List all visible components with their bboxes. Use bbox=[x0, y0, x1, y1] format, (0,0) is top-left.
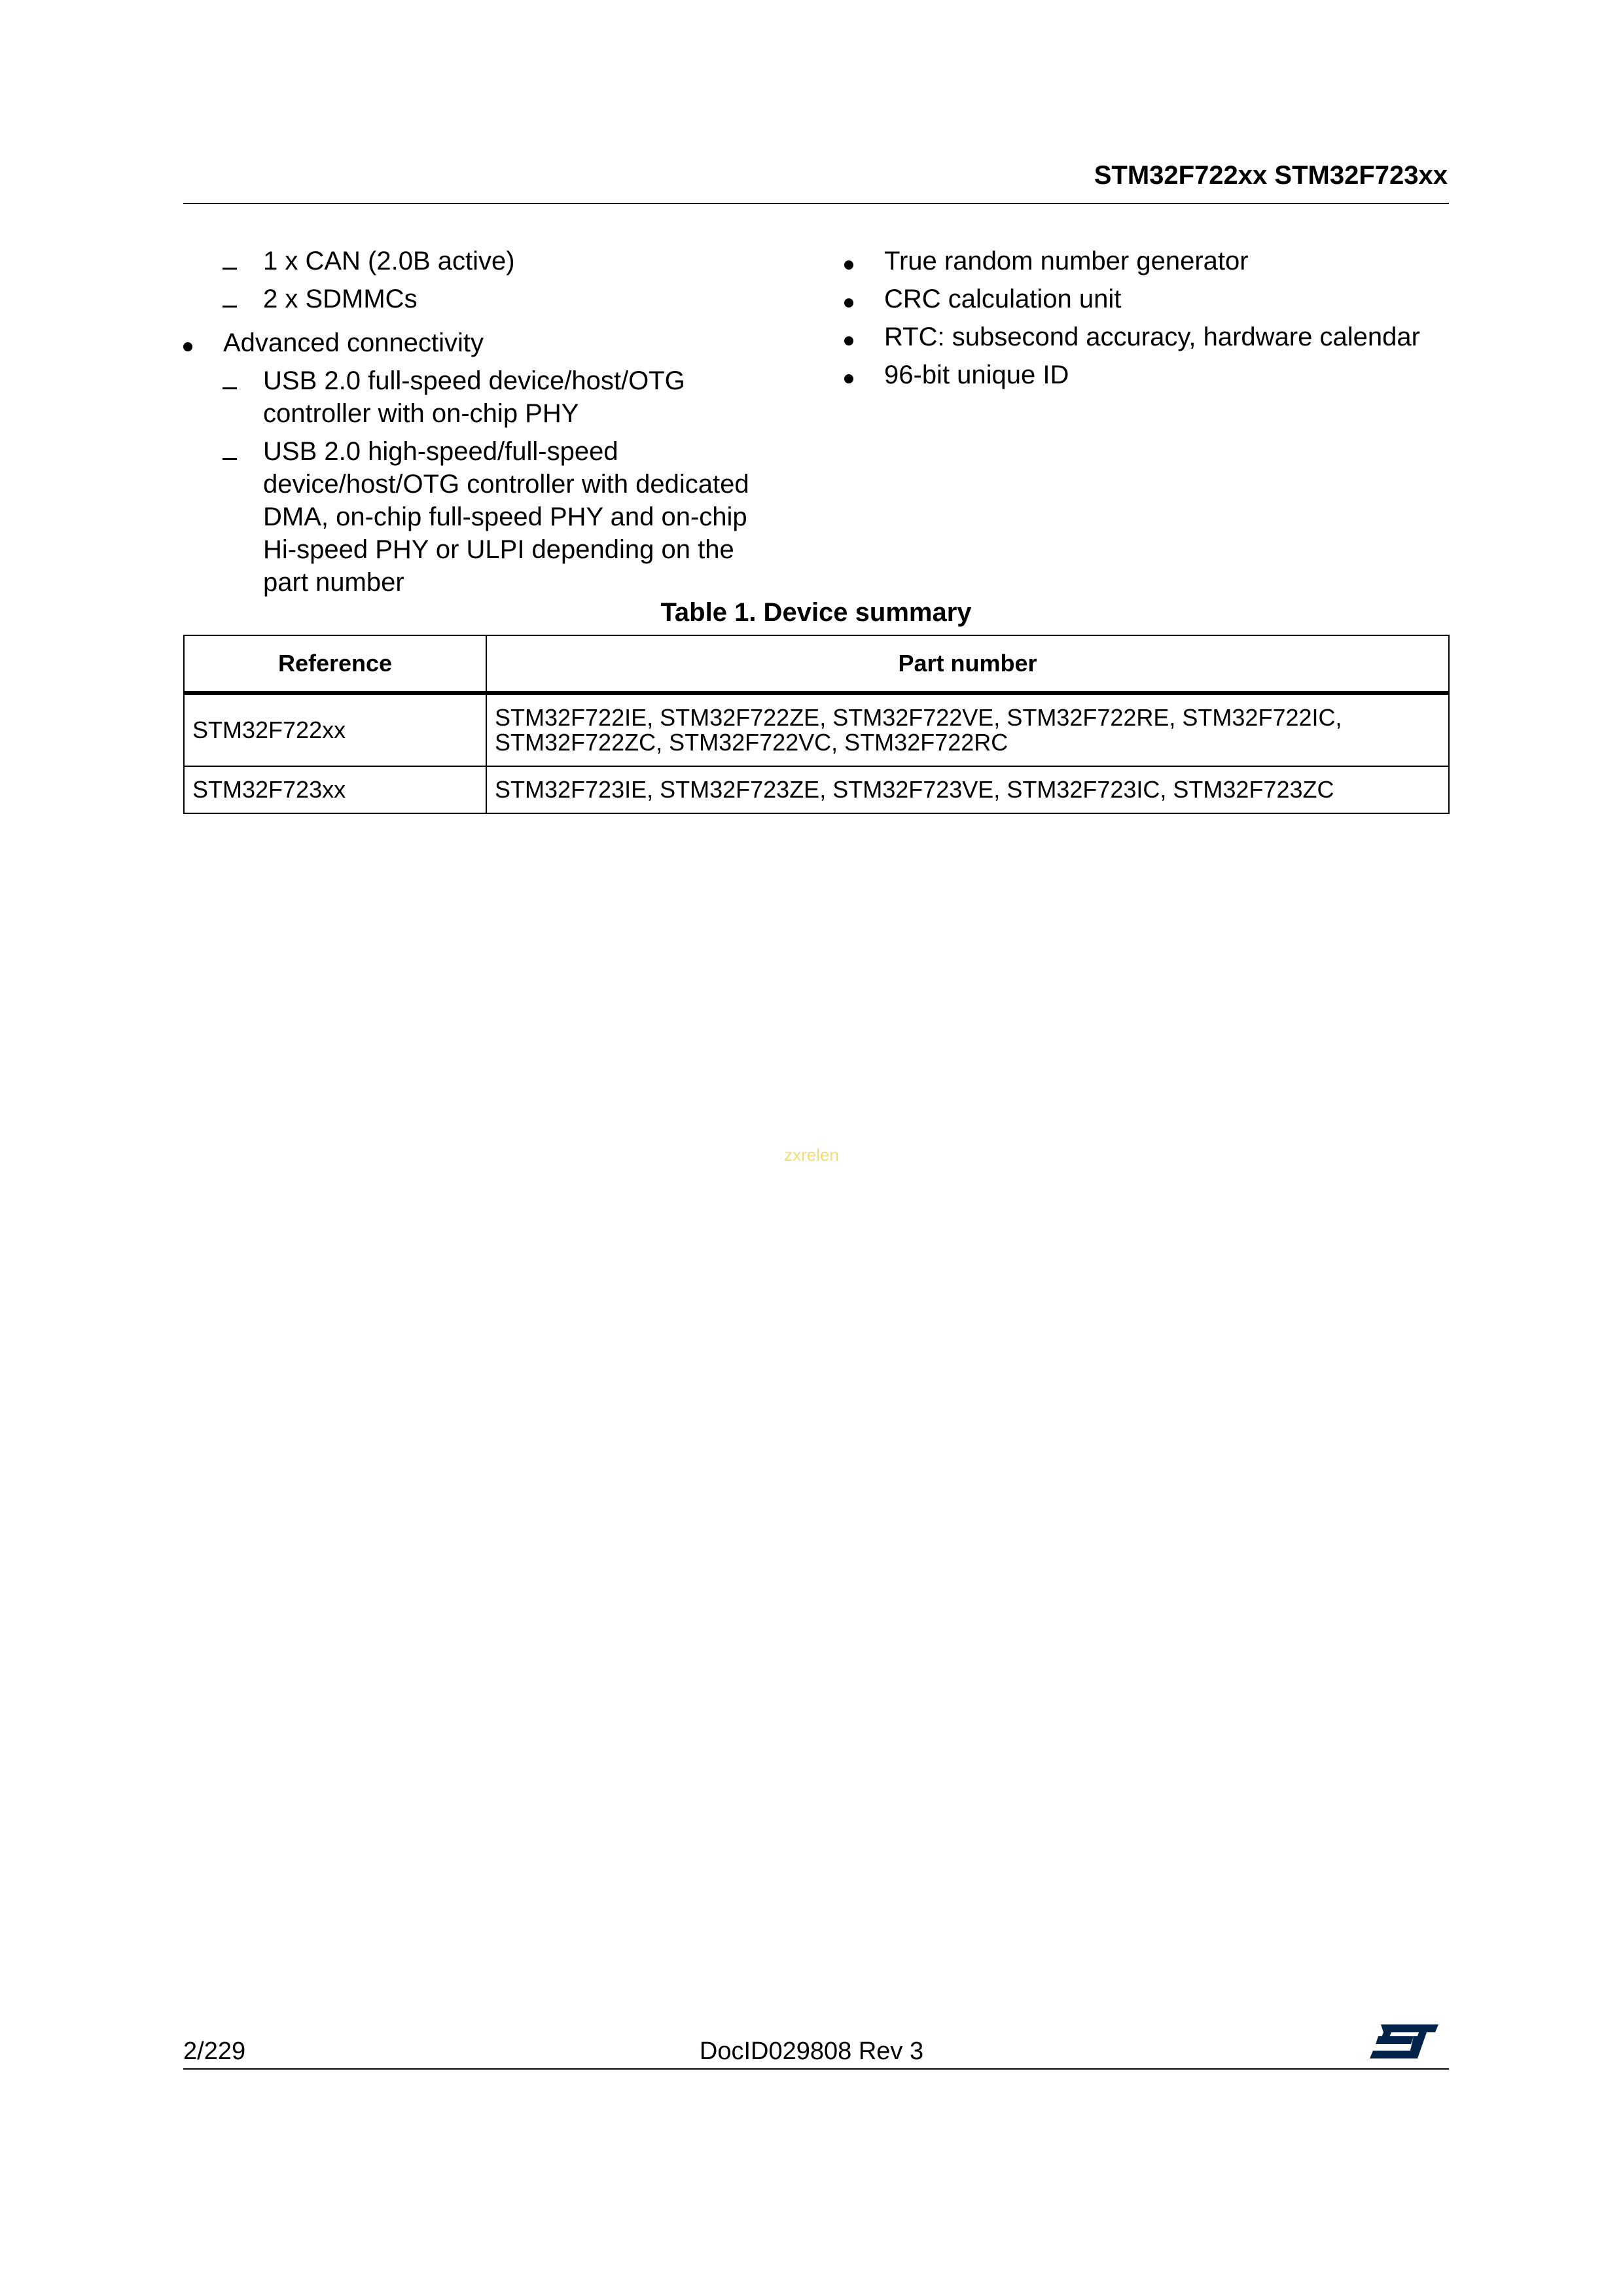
dash-marker bbox=[223, 435, 249, 468]
page-number: 2/229 bbox=[183, 2038, 246, 2065]
column-header-part-number: Part number bbox=[486, 635, 1449, 693]
part-number-cell: STM32F722IE, STM32F722ZE, STM32F722VE, STM32F722RE, STM32F722IC, STM32F722ZC, STM32F722VC, STM32F722RC bbox=[486, 693, 1449, 766]
dash-marker bbox=[223, 245, 249, 277]
reference-cell: STM32F722xx bbox=[184, 693, 486, 766]
reference-cell: STM32F723xx bbox=[184, 766, 486, 813]
feature-item: USB 2.0 high-speed/full-speed device/host/OTG controller with dedicated DMA, on-chip full-speed PHY and on-chip Hi-speed PHY or ULPI depending on the part number bbox=[183, 435, 812, 599]
watermark-text: zxrelen bbox=[784, 1145, 839, 1165]
feature-item: RTC: subsecond accuracy, hardware calendar bbox=[844, 321, 1459, 353]
part-number-cell: STM32F723IE, STM32F723ZE, STM32F723VE, STM32F723IC, STM32F723ZC bbox=[486, 766, 1449, 813]
feature-item: 2 x SDMMCs bbox=[183, 283, 812, 315]
table-caption: Table 1. Device summary bbox=[660, 598, 972, 627]
dash-marker bbox=[223, 364, 249, 397]
header-divider bbox=[183, 203, 1449, 204]
document-id: DocID029808 Rev 3 bbox=[699, 2038, 924, 2065]
table-row bbox=[184, 766, 1449, 813]
device-summary-table bbox=[183, 635, 1450, 814]
feature-list-right bbox=[844, 245, 1459, 391]
table-row bbox=[184, 693, 1449, 766]
bullet-marker bbox=[844, 283, 870, 315]
table-header-row bbox=[184, 635, 1449, 693]
document-header-title: STM32F722xx STM32F723xx bbox=[1094, 161, 1448, 190]
bullet-marker bbox=[844, 245, 870, 277]
column-header-reference: Reference bbox=[184, 635, 486, 693]
feature-item: 96-bit unique ID bbox=[844, 359, 1459, 391]
bullet-marker bbox=[844, 321, 870, 353]
feature-item: True random number generator bbox=[844, 245, 1459, 277]
feature-item: CRC calculation unit bbox=[844, 283, 1459, 315]
feature-item: 1 x CAN (2.0B active) bbox=[183, 245, 812, 277]
bullet-marker bbox=[844, 359, 870, 391]
feature-item: USB 2.0 full-speed device/host/OTG controller with on-chip PHY bbox=[183, 364, 812, 430]
feature-item: Advanced connectivity bbox=[183, 327, 812, 359]
feature-list-left bbox=[183, 245, 812, 599]
footer-divider bbox=[183, 2068, 1449, 2070]
bullet-marker bbox=[183, 327, 209, 359]
st-logo-icon bbox=[1361, 2019, 1442, 2062]
dash-marker bbox=[223, 283, 249, 315]
